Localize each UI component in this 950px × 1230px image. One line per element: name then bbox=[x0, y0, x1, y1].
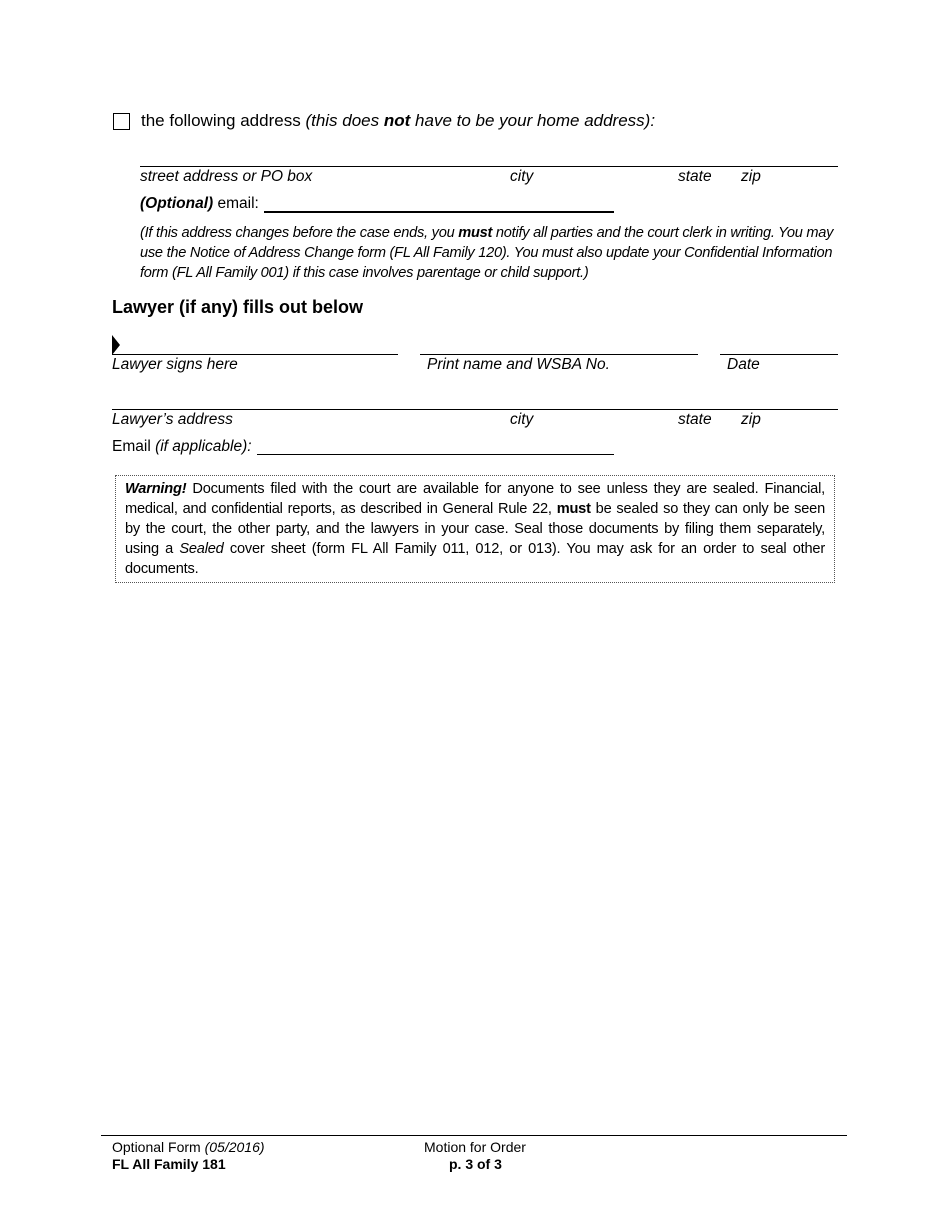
label-italic-2: have to be your home address): bbox=[410, 111, 656, 130]
footer-form-id: FL All Family 181 bbox=[112, 1156, 226, 1172]
lawyer-section-heading: Lawyer (if any) fills out below bbox=[112, 297, 364, 317]
lawyer-state-label: state bbox=[678, 411, 712, 428]
optional-email-label bbox=[140, 195, 259, 213]
label-bold: not bbox=[383, 111, 411, 130]
lawyer-print-name-label: Print name and WSBA No. bbox=[427, 356, 610, 373]
zip-label: zip bbox=[741, 168, 761, 185]
warning-box: Warning! Documents filed with the court are available for anyone to see unless they are sealed. Financial, medical, and confidential reports, as described in General Rule 22, must be sealed so they can only be seen by the court, the other party, and the lawyers in your case. Seal those documents by filing them separately, using a Sealed cover sheet (form FL All Family 011, 012, or 013). You may ask for an order to seal other documents. bbox=[115, 475, 835, 583]
footer-doc-title: Motion for Order bbox=[424, 1139, 526, 1155]
address-input-line[interactable] bbox=[140, 166, 838, 167]
footer-optional-form: Optional Form (05/2016) bbox=[112, 1139, 265, 1155]
state-label: state bbox=[678, 168, 712, 185]
optional-tag: (Optional) bbox=[140, 195, 214, 212]
address-option-label bbox=[141, 111, 655, 131]
label-prefix: the following address bbox=[141, 111, 306, 130]
lawyer-email-label: Email (if applicable): bbox=[112, 438, 252, 455]
lawyer-signature-line[interactable] bbox=[112, 354, 398, 355]
warning-title: Warning! bbox=[125, 481, 187, 497]
street-label: street address or PO box bbox=[140, 168, 313, 185]
signature-arrow-icon bbox=[112, 335, 120, 355]
lawyer-signs-label: Lawyer signs here bbox=[112, 356, 238, 373]
lawyer-address-label: Lawyer’s address bbox=[112, 411, 233, 428]
lawyer-date-line[interactable] bbox=[720, 354, 838, 355]
footer-page-number: p. 3 of 3 bbox=[449, 1156, 502, 1172]
optional-email-input[interactable] bbox=[264, 211, 614, 213]
lawyer-date-label: Date bbox=[727, 356, 760, 373]
city-label: city bbox=[510, 168, 534, 185]
lawyer-city-label: city bbox=[510, 411, 534, 428]
address-change-note: (If this address changes before the case ends, you must notify all parties and the court clerk in writing. You may use the Notice of Address Change form (FL All Family 120). You must also update your Confidential Information form (FL All Family 001) if this case involves parentage or child support.) bbox=[140, 225, 834, 281]
label-italic-1: (this does bbox=[305, 111, 384, 130]
lawyer-address-line[interactable] bbox=[112, 409, 838, 410]
email-label: email: bbox=[213, 195, 259, 212]
footer-rule bbox=[101, 1135, 847, 1136]
address-checkbox[interactable] bbox=[113, 113, 130, 130]
lawyer-email-input[interactable] bbox=[257, 454, 614, 455]
lawyer-zip-label: zip bbox=[741, 411, 761, 428]
lawyer-print-name-line[interactable] bbox=[420, 354, 698, 355]
